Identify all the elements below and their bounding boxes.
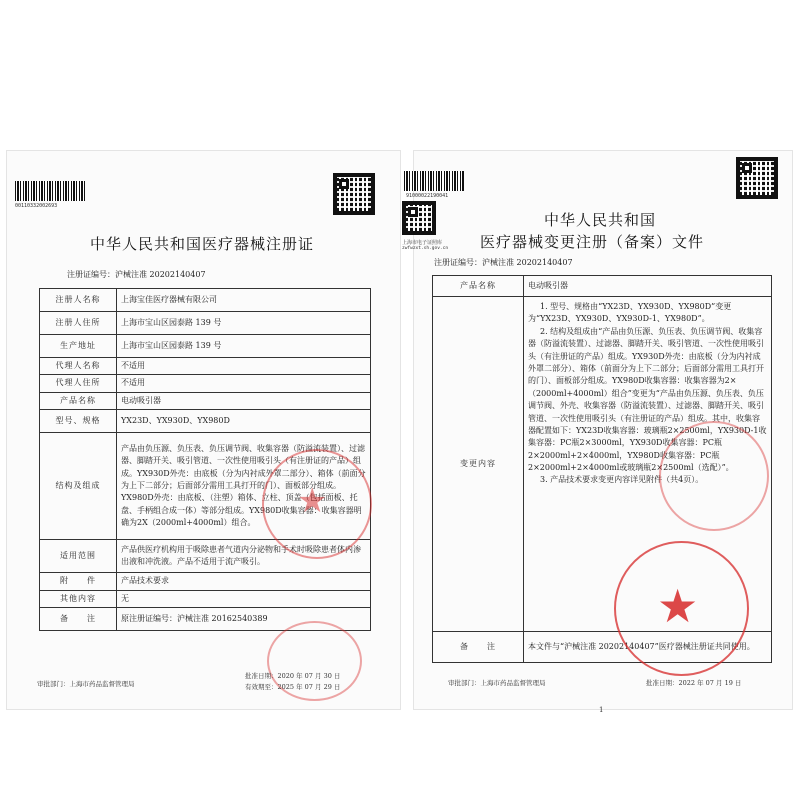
change-registration-page (402, 150, 793, 714)
official-seal-right-top (659, 421, 769, 531)
seal-star-icon: ★ (657, 579, 699, 633)
document-title-line2: 医疗器械变更注册（备案）文件 (480, 233, 705, 251)
remark-value: 本文件与“沪械注准 20202140407”医疗器械注册证共同使用。 (524, 632, 772, 663)
table-row (40, 335, 371, 358)
seal-star-icon: ★ (297, 481, 328, 521)
field-value: 不适用 (117, 375, 371, 392)
field-label: 型号、规格 (40, 410, 117, 433)
qr-code-small (402, 201, 436, 235)
field-value: 无 (117, 590, 371, 607)
table-row (40, 289, 371, 312)
approval-department: 审批部门：上海市药品监督管理局 (37, 680, 135, 688)
product-name-label: 产品名称 (433, 276, 524, 297)
field-value: 原注册证编号：沪械注准 20162540389 (117, 607, 371, 630)
page-number: 1 (599, 706, 604, 714)
registration-number: 注册证编号：沪械注准 20202140407 (434, 258, 573, 267)
change-paragraph: 3. 产品技术要求变更内容详见附件（共4页）。 (540, 475, 704, 485)
registration-number: 注册证编号：沪械注准 20202140407 (67, 270, 206, 279)
table-row (40, 410, 371, 433)
barcode-number: 00110332002693 (15, 203, 58, 209)
product-name-value: 电动吸引器 (524, 276, 772, 297)
change-paragraph: 2. 结构及组成由“产品由负压源、负压表、负压调节阀、收集容器（防溢流装置）、过滤器、脚踏开关、吸引管道、一次性使用吸引头（有注册证的产品）组成。YX930D外壳：由底板（分为内衬成外罩二部分）、箱体（前面分为上下二部分；后面部分需用工具打开的门）、面板部分组成。YX980D收集容器：收集容器为2×（2000ml+4000ml）组合”变更为“产品由负压源、负压表、负压调节阀、外壳、收集容器（防溢流装置）、过滤器、脚踏开关、吸引管道、一次性使用吸引头（有注册证的产品）组成。其中，收集容器配置如下：YX23D收集容器：玻璃瓶2×2500ml，YX930D-1收集容器：PC瓶2×3000ml，YX930D收集容器：PC瓶2×2000ml+2×4000ml，YX980D收集容器：PC瓶2×2000ml+2×4000ml或玻璃瓶2×2500ml（选配）”。 (528, 326, 767, 473)
field-value: 不适用 (117, 358, 371, 375)
field-label: 注册人名称 (40, 289, 117, 312)
barcode (15, 181, 85, 201)
qr-caption: 上海市电子证照库 (402, 240, 443, 246)
change-content-label: 变更内容 (433, 297, 524, 632)
field-value: YX23D、YX930D、YX980D (117, 410, 371, 433)
field-label: 适用范围 (40, 540, 117, 573)
approval-date: 批准日期：2022 年 07 月 19 日 (646, 679, 742, 687)
table-row (40, 312, 371, 335)
field-label: 注册人住所 (40, 312, 117, 335)
field-label: 备 注 (40, 607, 117, 630)
field-value: 产品技术要求 (117, 573, 371, 590)
field-value: 上海市宝山区园泰路 139 号 (117, 335, 371, 358)
field-value: 产品由负压源、负压表、负压调节阀、收集容器（防溢流装置）、过滤器、脚踏开关、吸引管道、一次性使用吸引头（有注册证的产品）组成。YX930D外壳：由底板（分为内衬成外罩二部分）、箱体（前面分为上下二部分；后面部分需用工具打开的门）、面板部分组成。YX980D外壳：由底板、（注塑）箱体、立柱、顶盖（包括面板、托盘、手柄组合成一体）等部分组成。YX980D收集容器：收集容器明确为2X（2000ml+4000ml）组合。 (117, 433, 371, 540)
document-title-line1: 中华人民共和国 (544, 211, 657, 229)
field-label: 产品名称 (40, 392, 117, 409)
barcode-number: 91000022190041 (406, 193, 449, 199)
qr-caption-url: zwfwzxt.sh.gov.cn (402, 246, 449, 251)
qr-code (736, 157, 778, 199)
table-row (40, 590, 371, 607)
change-paragraph: 1. 型号、规格由“YX23D、YX930D、YX980D”变更为“YX23D、YX930D、YX930D-1、YX980D”。 (528, 302, 732, 324)
field-value: 上海市宝山区园泰路 139 号 (117, 312, 371, 335)
certificate-title: 中华人民共和国医疗器械注册证 (90, 235, 315, 253)
registration-certificate-page (6, 150, 401, 710)
field-label: 结构及组成 (40, 433, 117, 540)
field-label: 其他内容 (40, 590, 117, 607)
table-row (433, 276, 772, 297)
table-row (40, 392, 371, 409)
field-value: 产品供医疗机构用于吸除患者气道内分泌物和手术时吸除患者体内渗出液和冲洗液。产品不适用于流产吸引。 (117, 540, 371, 573)
field-label: 代理人名称 (40, 358, 117, 375)
remark-label: 备 注 (433, 632, 524, 663)
approval-date: 批准日期：2020 年 07 月 30 日 (245, 672, 341, 680)
field-label: 附 件 (40, 573, 117, 590)
field-value: 上海宝佳医疗器械有限公司 (117, 289, 371, 312)
table-row (40, 358, 371, 375)
table-row (40, 375, 371, 392)
approval-department: 审批部门：上海市药品监督管理局 (448, 679, 546, 687)
barcode (404, 171, 464, 191)
table-row (40, 573, 371, 590)
field-value: 电动吸引器 (117, 392, 371, 409)
field-label: 代理人住所 (40, 375, 117, 392)
qr-code (333, 173, 375, 215)
valid-until: 有效期至：2025 年 07 月 29 日 (245, 683, 341, 691)
field-label: 生产地址 (40, 335, 117, 358)
